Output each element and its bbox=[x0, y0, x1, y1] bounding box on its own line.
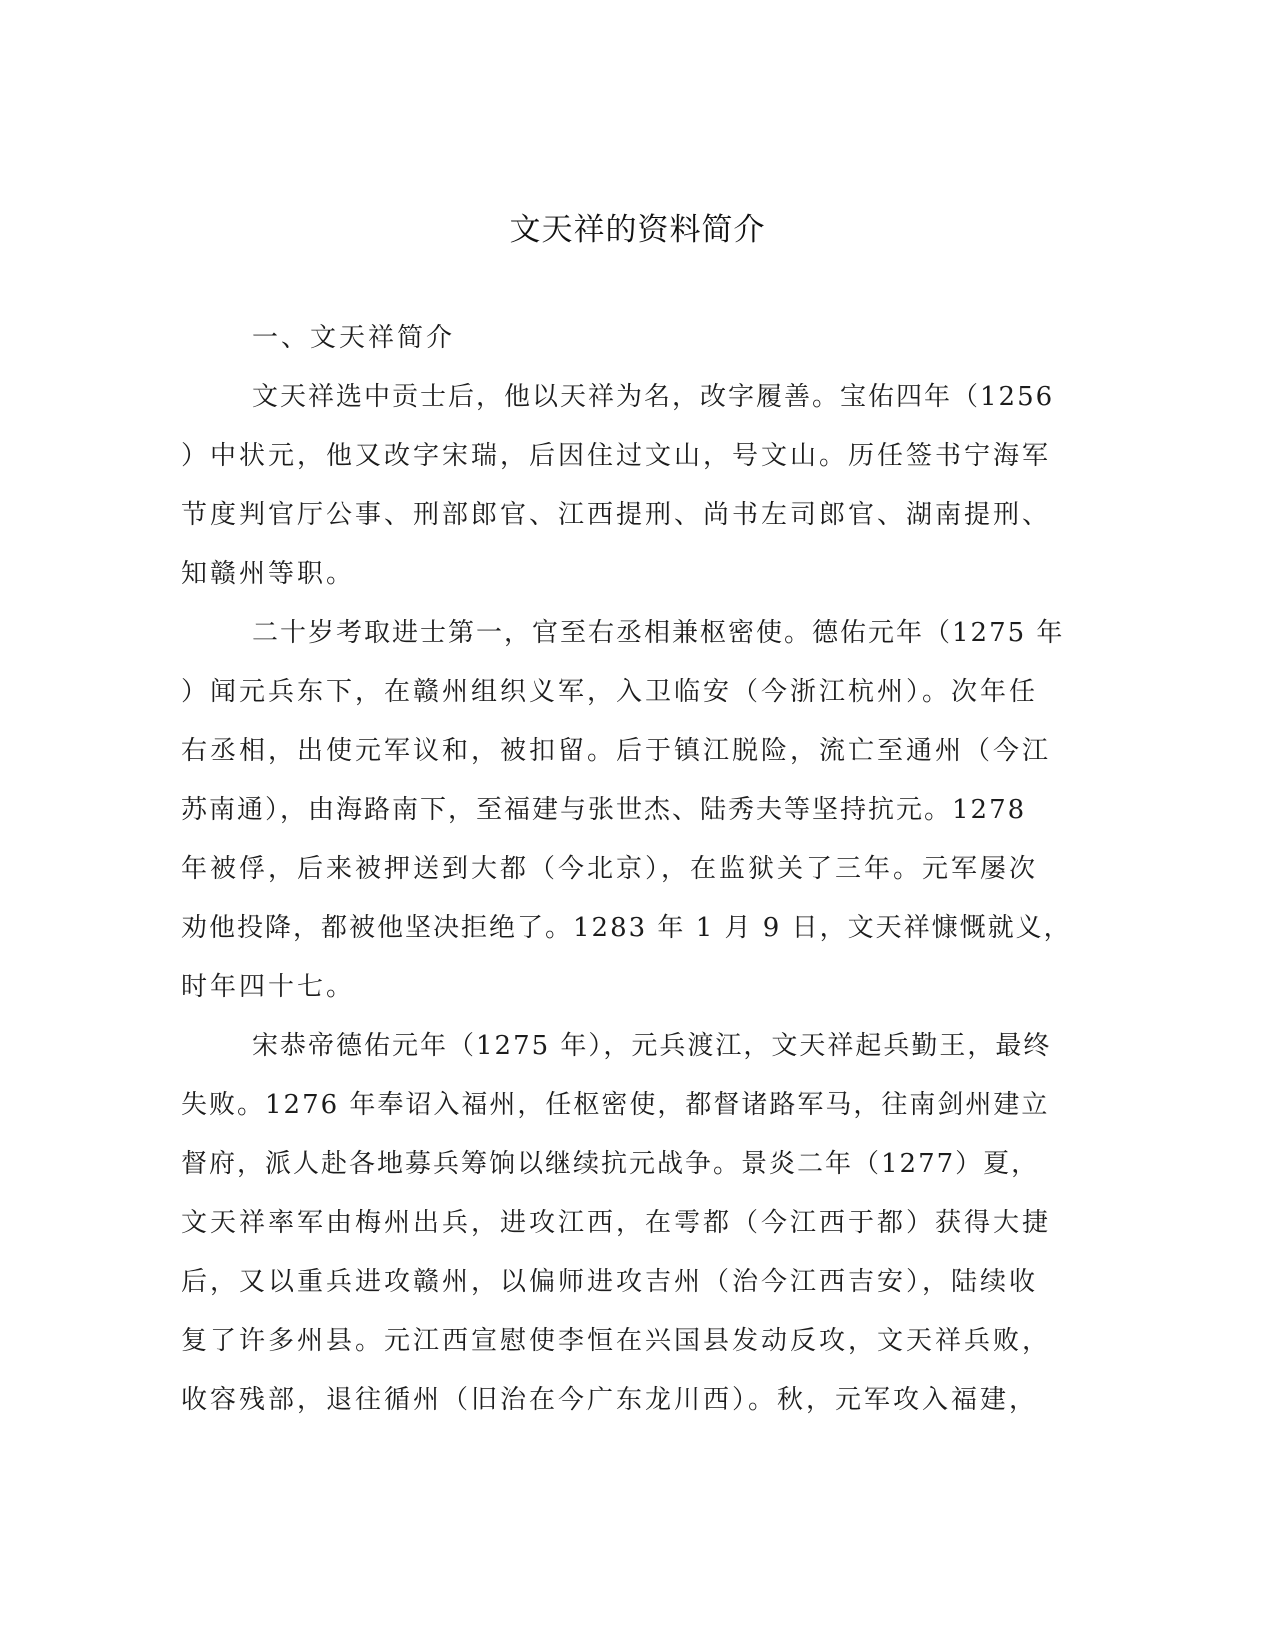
paragraph-2-line-2: ）闻元兵东下，在赣州组织义军，入卫临安（今浙江杭州）。次年任 bbox=[181, 677, 1039, 707]
paragraph-1-line-1: 文天祥选中贡士后，他以天祥为名，改字履善。宝佑四年（1256 bbox=[252, 382, 1055, 412]
paragraph-1-line-2: ）中状元，他又改字宋瑞，后因住过文山，号文山。历任签书宁海军 bbox=[181, 441, 1052, 471]
paragraph-3-line-1: 宋恭帝德佑元年（1275 年），元兵渡江，文天祥起兵勤王，最终 bbox=[252, 1031, 1052, 1061]
paragraph-3-line-6: 复了许多州县。元江西宣慰使李恒在兴国县发动反攻，文天祥兵败， bbox=[181, 1326, 1052, 1356]
paragraph-3-line-4: 文天祥率军由梅州出兵，进攻江西，在雩都（今江西于都）获得大捷 bbox=[181, 1208, 1052, 1238]
paragraph-3-line-3: 督府，派人赴各地募兵筹饷以继续抗元战争。景炎二年（1277）夏， bbox=[181, 1149, 1040, 1179]
paragraph-2-line-4: 苏南通），由海路南下，至福建与张世杰、陆秀夫等坚持抗元。1278 bbox=[181, 795, 1027, 825]
paragraph-3-line-2: 失败。1276 年奉诏入福州，任枢密使，都督诸路军马，往南剑州建立 bbox=[181, 1090, 1050, 1120]
paragraph-1-line-4: 知赣州等职。 bbox=[181, 559, 356, 589]
paragraph-2-line-3: 右丞相，出使元军议和，被扣留。后于镇江脱险，流亡至通州（今江 bbox=[181, 736, 1052, 766]
document-title: 文天祥的资料简介 bbox=[509, 212, 766, 248]
paragraph-3-line-5: 后，又以重兵进攻赣州，以偏师进攻吉州（治今江西吉安），陆续收 bbox=[181, 1267, 1039, 1297]
paragraph-2-line-7: 时年四十七。 bbox=[181, 972, 356, 1002]
paragraph-2-line-6: 劝他投降，都被他坚决拒绝了。1283 年 1 月 9 日，文天祥慷慨就义， bbox=[181, 913, 1072, 943]
paragraph-2-line-5: 年被俘，后来被押送到大都（今北京），在监狱关了三年。元军屡次 bbox=[181, 854, 1039, 884]
paragraph-3-line-7: 收容残部，退往循州（旧治在今广东龙川西）。秋，元军攻入福建， bbox=[181, 1385, 1039, 1415]
paragraph-1-line-3: 节度判官厅公事、刑部郎官、江西提刑、尚书左司郎官、湖南提刑、 bbox=[181, 500, 1052, 530]
paragraph-2-line-1: 二十岁考取进士第一，官至右丞相兼枢密使。德佑元年（1275 年 bbox=[252, 618, 1065, 648]
section-heading: 一、文天祥简介 bbox=[252, 323, 456, 353]
